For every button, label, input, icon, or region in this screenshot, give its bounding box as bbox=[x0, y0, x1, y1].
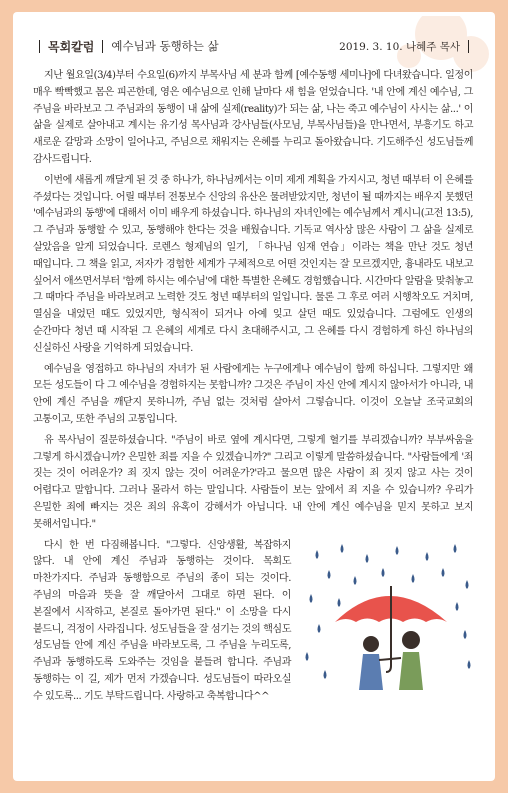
column-subtitle: 예수님과 동행하는 삶 bbox=[111, 39, 219, 53]
column-date: 2019. 3. 10. 나혜주 목사 bbox=[339, 40, 460, 53]
column-author: 나혜주 목사 bbox=[405, 40, 460, 53]
paragraph: 이번에 새롭게 깨달게 된 것 중 하나가, 하나님께서는 이미 제게 계획을 가지시고, 청년 때부터 이 은혜를 주셨다는 것입니다. 어릴 때부터 전통보수 신앙의 유산은 물려받았지만, 청년이 될 때까지는 배우지 못했던 '예수님과의 동행'에 대해서 이미 배우게 하셨습니다. 하나님의 자녀인에는 예수님께서 계시니(고전 13:5), 그 주님과 동행할 수 있고, 동행해야 한다는 것을 배웠습니다. 기독교 역사상 많은 사람이 그 삶을 실제로 살았음을 알게 되었습니다. 로렌스 형제님의 일기, 「하나님 임재 연습」이라는 책을 만난 것도 청년 때입니다. 그 책을 읽고, 저자가 경험한 세계가 구체적으로 어떤 것인지는 잘 모르겠지만, 흉내라도 내보고 싶어서 애쓰면서부터 '함께 하시는 예수님'에 대한 특별한 은혜도 경험했습니다. 시간마다 알람을 맞춰놓고 그 때마다 주님을 바라보려고 노력한 것도 청년 때부터의 일입니다. 물론 그 후로 여러 시행착오도 거치며, 열심을 내었던 때도 있었지만, 형식적이 되거나 아예 잊고 살던 때도 있었습니다. 그럼에도 인생의 순간마다 청년 때 시작된 그 은혜의 세계로 다시 초대해주시고, 그 은혜를 다시 경험하게 하신 하나님의 신실하신 사랑을 기억하게 되었습니다. bbox=[33, 174, 473, 354]
column-body bbox=[33, 68, 473, 709]
header-divider bbox=[39, 40, 40, 53]
paragraph: 예수님을 영접하고 하나님의 자녀가 된 사람에게는 누구에게나 예수님이 함께 하십니다. 그렇지만 왜 모든 성도들이 다 그 예수님을 경험하지는 못합니까? 그것은 주님이 자신 안에 계시지 않아서가 아니라, 내 안에 계신 주님을 깨닫지 못하니까, 주님 없는 것처럼 살아서 그렇습니다. 이것이 오늘날 조국교회의 고통이고, 또한 주님의 고통입니다. bbox=[33, 363, 473, 425]
paragraph: 지난 월요일(3/4)부터 수요일(6)까지 부목사님 세 분과 함께 [예수동행 세미나]에 다녀왔습니다. 일정이 매우 빡빡했고 몸은 피곤한데, 영은 예수님으로 인해 날마다 새 힘을 얻었습니다. '내 안에 계신 예수님, 그 주님을 바라보고 그 주님과의 동행이 내 삶에 실제(reality)가 되는 삶, 나는 죽고 예수님이 사시는 삶...' 이 삶을 실제로 살아내고 계시는 유기성 목사님과 강사님들(사모님, 부목사님들)을 만나면서, 부흥기도 하고 새로운 갈망과 소망이 일어나고, 주님으로 채워지는 은혜를 누리고 돌아왔습니다. 기도해주신 성도님들께 감사드립니다. bbox=[33, 70, 473, 165]
column-title: 목회칼럼 bbox=[48, 39, 95, 54]
header-divider bbox=[468, 40, 469, 53]
column-header bbox=[31, 38, 477, 54]
paragraph: 유 목사님이 질문하셨습니다. "주님이 바로 옆에 계시다면, 그렇게 혈기를 부리겠습니까? 부부싸움을 그렇게 하시겠습니까? 은밀한 죄를 지을 수 있겠습니까?" 그리고 이렇게 말씀하셨습니다. "사람들에게 '죄 짓는 것이 어려운가? 죄 짓지 않는 것이 어려운가?'라고 물으면 많은 사람이 죄 짓지 않고 사는 것이 어렵다고 말합니다. 그러나 몰라서 하는 말입니다. 사람들이 보는 앞에서 죄 지을 수 있습니까? 우리가 은밀한 죄에 빠지는 것은 죄의 유혹이 강해서가 아닙니다. 내 안에 계신 예수님을 믿지 못하고 보지 못해서입니다." bbox=[33, 434, 473, 530]
paragraph: 다시 한 번 다짐해봅니다. "그렇다. 신앙생활, 복잡하지 않다. 내 안에 계신 주님과 동행하는 것이다. 목회도 마찬가지다. 주님과 동행함으로 주님의 종이 되는 것이다. 주님의 마음과 뜻을 잘 깨달아서 그대로 하면 된다. 이 본질에서 시작하고, 본질로 돌아가면 된다." 이 소망을 다시 붙드니, 걱정이 사라집니다. 성도님들을 잘 섬기는 것의 핵심도 성도님들 안에 계신 주님을 바라보도록, 그 주님을 누리도록, 주님과 동행하도록 도와주는 것임을 붙들려 합니다. 주님과 동행하는 이 길, 제가 먼저 가겠습니다. 성도님들이 따라오실 수 있도록... 기도 부탁드립니다. 사랑하고 축복합니다^^ bbox=[33, 539, 291, 702]
umbrella-couple-illustration bbox=[297, 540, 479, 700]
header-divider bbox=[102, 40, 103, 53]
